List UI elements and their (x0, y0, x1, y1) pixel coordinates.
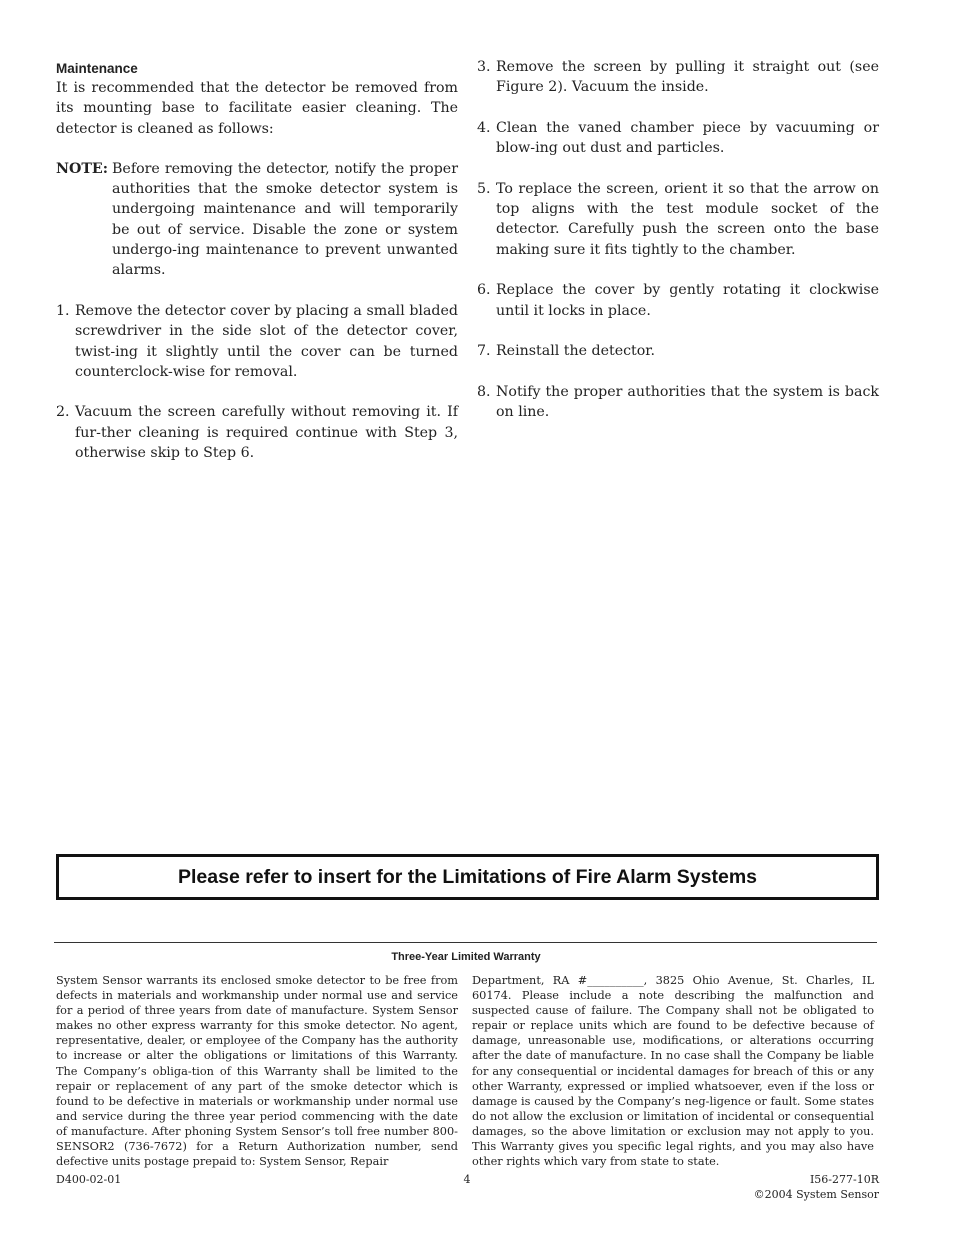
warranty-divider (54, 942, 877, 943)
banner-text: Please refer to insert for the Limitations of Fire Alarm Systems (177, 865, 758, 888)
step-item (477, 179, 879, 260)
step-item (56, 402, 458, 463)
note-label: NOTE: (56, 160, 108, 177)
step-number: 8. (477, 383, 491, 400)
step-item (477, 57, 879, 98)
step-text: Remove the detector cover by placing a small bladed screwdriver in the side slot of the detector cover, twist-ing it slightly until the cover can be turned counterclock-wise for removal. (75, 302, 458, 380)
warranty-text-left: System Sensor warrants its enclosed smoke detector to be free from defects in materials and workmanship under normal use and service for a period of three years from date of manufacture. System Sensor makes no other express warranty for this smoke detector. No agent, representative, dealer, or employee of the Company has the authority to increase or alter the obligations or limitations of this Warranty. The Company’s obliga-tion of this Warranty shall be limited to the repair or replacement of any part of the smoke detector which is found to be defective in materials or workmanship under normal use and service during the three year period commencing with the date of manufacture. After phoning System Sensor’s toll free number 800-SENSOR2 (736-7672) for a Return Authorization number, send defective units postage prepaid to: System Sensor, Repair (56, 974, 458, 1169)
steps-list-right (477, 57, 879, 422)
step-number: 2. (56, 404, 70, 421)
step-number: 4. (477, 119, 491, 136)
maintenance-column-right (477, 57, 879, 422)
footer-doc-code: D400-02-01 (56, 1173, 122, 1186)
footer-copyright: ©2004 System Sensor (753, 1188, 879, 1201)
step-text: Vacuum the screen carefully without removing it. If fur-ther cleaning is required continue with Step 3, otherwise skip to Step 6. (75, 404, 458, 462)
footer-part-number: I56-277-10R (809, 1173, 879, 1186)
step-item (477, 341, 879, 361)
maintenance-intro: It is recommended that the detector be removed from its mounting base to facilitate easier cleaning. The detector is cleaned as follows: (56, 80, 458, 137)
warranty-text-right: Department, RA #__________, 3825 Ohio Avenue, St. Charles, IL 60174. Please include a note describing the malfunction and suspected cause of failure. The Company shall not be obligated to repair or replace units which are found to be defective because of damage, unreasonable use, modifications, or alterations occurring after the date of manufacture. In no case shall the Company be liable for any consequential or incidental damages for breach of this or any other Warranty, expressed or implied whatsoever, even if the loss or damage is caused by the Company’s neg-ligence or fault. Some states do not allow the exclusion or limitation of incidental or consequential damages, so the above limitation or exclusion may not apply to you. This Warranty gives you specific legal rights, and you may also have other rights which vary from state to state. (472, 974, 874, 1169)
step-text: To replace the screen, orient it so that the arrow on top aligns with the test module socket of the detector. Carefully push the screen onto the base making sure it fits tightly to the chamber. (496, 180, 879, 258)
step-number: 3. (477, 59, 491, 75)
warranty-title: Three-Year Limited Warranty (391, 951, 541, 963)
step-number: 5. (477, 180, 491, 197)
note-text: Before removing the detector, notify the proper authorities that the smoke detector system is undergoing maintenance and will temporarily be out of service. Disable the zone or system undergo-ing maintenance to prevent unwanted alarms. (112, 160, 458, 279)
step-text: Notify the proper authorities that the system is back on line. (496, 383, 879, 421)
step-number: 6. (477, 282, 491, 299)
step-item (477, 280, 879, 321)
step-item (477, 382, 879, 423)
steps-list-left (56, 301, 458, 463)
step-text: Replace the cover by gently rotating it clockwise until it locks in place. (496, 282, 879, 319)
footer-page-number: 4 (463, 1173, 471, 1186)
step-text: Remove the screen by pulling it straight out (see Figure 2). Vacuum the inside. (496, 59, 879, 96)
footer-right (754, 1172, 879, 1202)
limitations-banner (56, 854, 879, 900)
step-item (56, 301, 458, 382)
maintenance-column-left (56, 57, 458, 463)
step-text: Reinstall the detector. (496, 343, 656, 360)
step-number: 7. (477, 343, 491, 360)
step-text: Clean the vaned chamber piece by vacuuming or blow-ing out dust and particles. (496, 119, 879, 157)
maintenance-note (56, 159, 458, 281)
step-item (477, 118, 879, 159)
maintenance-heading: Maintenance (56, 61, 138, 76)
step-number: 1. (56, 302, 70, 319)
